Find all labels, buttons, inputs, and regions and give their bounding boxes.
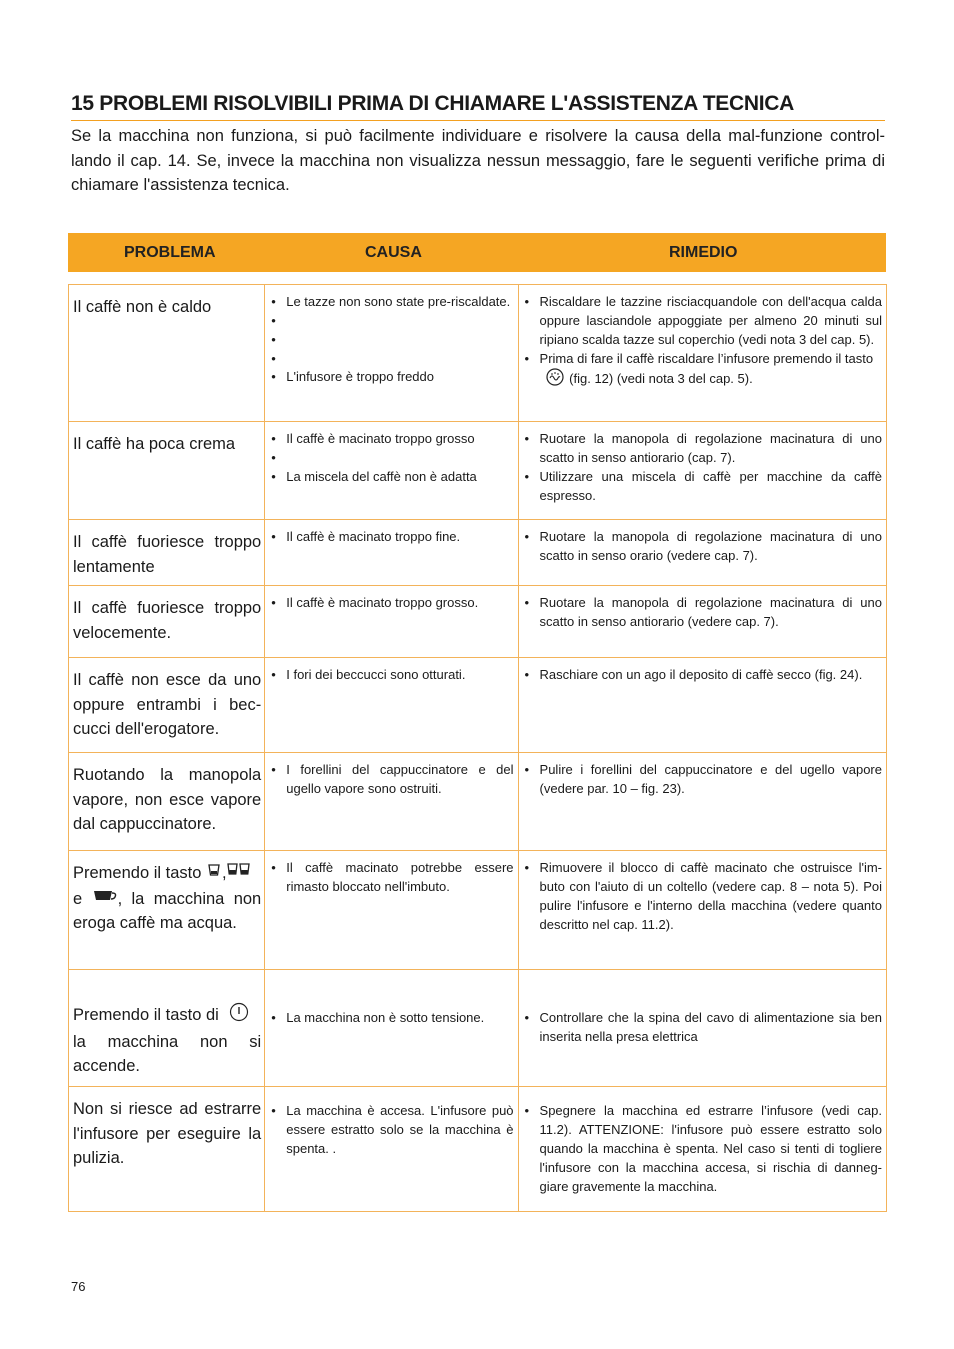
table-row bbox=[69, 851, 887, 970]
problem-cell: Il caffè non è caldo bbox=[73, 298, 212, 316]
remedy-list bbox=[519, 1087, 886, 1202]
remedy-text: (fig. 12) (vedi nota 3 del cap. 5). bbox=[569, 370, 753, 386]
header-rimedio: RIMEDIO bbox=[669, 244, 738, 261]
header-causa: CAUSA bbox=[365, 244, 422, 261]
cause-list bbox=[265, 851, 517, 902]
remedy-item: • Riscaldare le tazzine risciacquandole con dell'acqua calda oppure lasciandole appoggiate per almeno 20 minuti sul ripiano scalda tazze sul coperchio (vedi nota 3 del cap. 5). bbox=[523, 292, 882, 349]
problem-cell: Il caffè ha poca crema bbox=[73, 435, 236, 453]
remedy-item: • Rimuovere il blocco di caffè macinato che ostruisce l'im-buto con l'aiuto di un coltello (vedere cap. 8 – nota 5). Poi pulire l'infusore e l'interno della macchina (vedere quanto descritto nel cap. 11.2). bbox=[523, 858, 882, 934]
cause-list bbox=[265, 586, 517, 618]
remedy-item: • Spegnere la macchina ed estrarre l’infusore (vedi cap. 11.2). ATTENZIONE: l'infusore può essere estratto solo quando la macchina è spenta. Nel caso si tenti di togliere l'infusore con la macchina accesa, si rischia di danneg-giare gravemente la macchina. bbox=[523, 1101, 882, 1196]
cause-list bbox=[265, 422, 517, 492]
remedy-list bbox=[519, 422, 886, 511]
cause-list bbox=[265, 520, 517, 552]
problem-cell: Non si riesce ad estrarre l'infusore per eseguire la pulizia. bbox=[73, 1100, 262, 1167]
remedy-item: • Ruotare la manopola di regolazione macinatura di uno scatto in senso orario (vedere cap. 7). bbox=[523, 527, 882, 565]
table-row bbox=[69, 658, 887, 753]
cause-list bbox=[265, 970, 517, 1033]
rinse-button-icon bbox=[544, 368, 566, 391]
table-row bbox=[69, 1087, 887, 1212]
page-number: 76 bbox=[71, 1279, 86, 1294]
remedy-list bbox=[519, 851, 886, 940]
table-row bbox=[69, 753, 887, 851]
power-icon bbox=[229, 1002, 249, 1030]
remedy-item: • Ruotare la manopola di regolazione macinatura di uno scatto in senso antiorario (vedere cap. 7). bbox=[523, 593, 882, 631]
table-row bbox=[69, 285, 887, 422]
intro-paragraph: Se la macchina non funziona, si può facilmente individuare e risolvere la causa della mal-funzione control-lando il cap. 14. Se, invece la macchina non visualizza nessun messaggio, fare le seguenti verifiche prima di chiamare l'assistenza tecnica. bbox=[71, 127, 885, 194]
problem-cell: Ruotando la manopola vapore, non esce vapore dal cappuccinatore. bbox=[73, 766, 262, 833]
double-cup-icon bbox=[227, 861, 251, 887]
remedy-list bbox=[519, 520, 886, 571]
small-cup-icon bbox=[206, 861, 222, 887]
remedy-list bbox=[519, 658, 886, 690]
table-row bbox=[69, 970, 887, 1087]
cause-item: • L'infusore è troppo freddo bbox=[269, 367, 513, 386]
cause-item: • I fori dei beccucci sono otturati. bbox=[269, 665, 513, 684]
cause-list bbox=[265, 658, 517, 690]
cause-item: • La miscela del caffè non è adatta bbox=[269, 467, 513, 486]
cause-item: • La macchina non è sotto tensione. bbox=[269, 1008, 513, 1027]
problem-cell: Premendo il tasto di la macchina non si accende. bbox=[69, 970, 264, 1085]
problem-cell: Il caffè fuoriesce troppo velocemente. bbox=[73, 599, 262, 642]
remedy-list bbox=[519, 285, 886, 397]
large-cup-icon bbox=[92, 887, 118, 912]
remedy-list bbox=[519, 586, 886, 637]
remedy-list bbox=[519, 753, 886, 804]
remedy-item: • Pulire i forellini del cappuccinatore e del ugello vapore (vedere par. 10 – fig. 23). bbox=[523, 760, 882, 798]
remedy-list bbox=[519, 970, 886, 1052]
cause-item: • Il caffè è macinato troppo grosso. bbox=[269, 593, 513, 612]
remedy-item: • Controllare che la spina del cavo di alimentazione sia ben inserita nella presa elettrica bbox=[523, 1008, 882, 1046]
page-title: 15 PROBLEMI RISOLVIBILI PRIMA DI CHIAMARE L'ASSISTENZA TECNICA bbox=[71, 92, 885, 121]
troubleshooting-table bbox=[68, 284, 887, 1212]
cause-item: • Le tazze non sono state pre-riscaldate. bbox=[269, 292, 513, 311]
cause-list bbox=[265, 1087, 517, 1164]
remedy-text: Prima di fare il caffè riscaldare l’infusore premendo il tasto bbox=[539, 351, 874, 366]
table-header bbox=[68, 233, 886, 272]
cause-list bbox=[265, 753, 517, 804]
cause-item: • Il caffè è macinato troppo fine. bbox=[269, 527, 513, 546]
remedy-item: • Ruotare la manopola di regolazione macinatura di uno scatto in senso antiorario (cap. 7). bbox=[523, 429, 882, 467]
table-row bbox=[69, 586, 887, 658]
table-row bbox=[69, 520, 887, 586]
problem-cell: Il caffè fuoriesce troppo lentamente bbox=[73, 533, 262, 576]
remedy-item bbox=[523, 349, 882, 391]
cause-item: • Il caffè è macinato troppo grosso bbox=[269, 429, 513, 448]
header-problema: PROBLEMA bbox=[124, 244, 216, 261]
cause-item: • I forellini del cappuccinatore e del ugello vapore sono ostruiti. bbox=[269, 760, 513, 798]
cause-item: • Il caffè macinato potrebbe essere rimasto bloccato nell'imbuto. bbox=[269, 858, 513, 896]
cause-item: • La macchina è accesa. L'infusore può essere estratto solo se la macchina è spenta. . bbox=[269, 1101, 513, 1158]
table-row bbox=[69, 422, 887, 520]
remedy-item: • Raschiare con un ago il deposito di caffè secco (fig. 24). bbox=[523, 665, 882, 684]
cause-list bbox=[265, 285, 517, 392]
problem-cell: Premendo il tasto , e , la macchina non eroga caffè ma acqua. bbox=[69, 851, 264, 942]
remedy-item: • Utilizzare una miscela di caffè per macchine da caffè espresso. bbox=[523, 467, 882, 505]
problem-cell: Il caffè non esce da uno oppure entrambi i bec-cucci dell'erogatore. bbox=[73, 671, 262, 738]
